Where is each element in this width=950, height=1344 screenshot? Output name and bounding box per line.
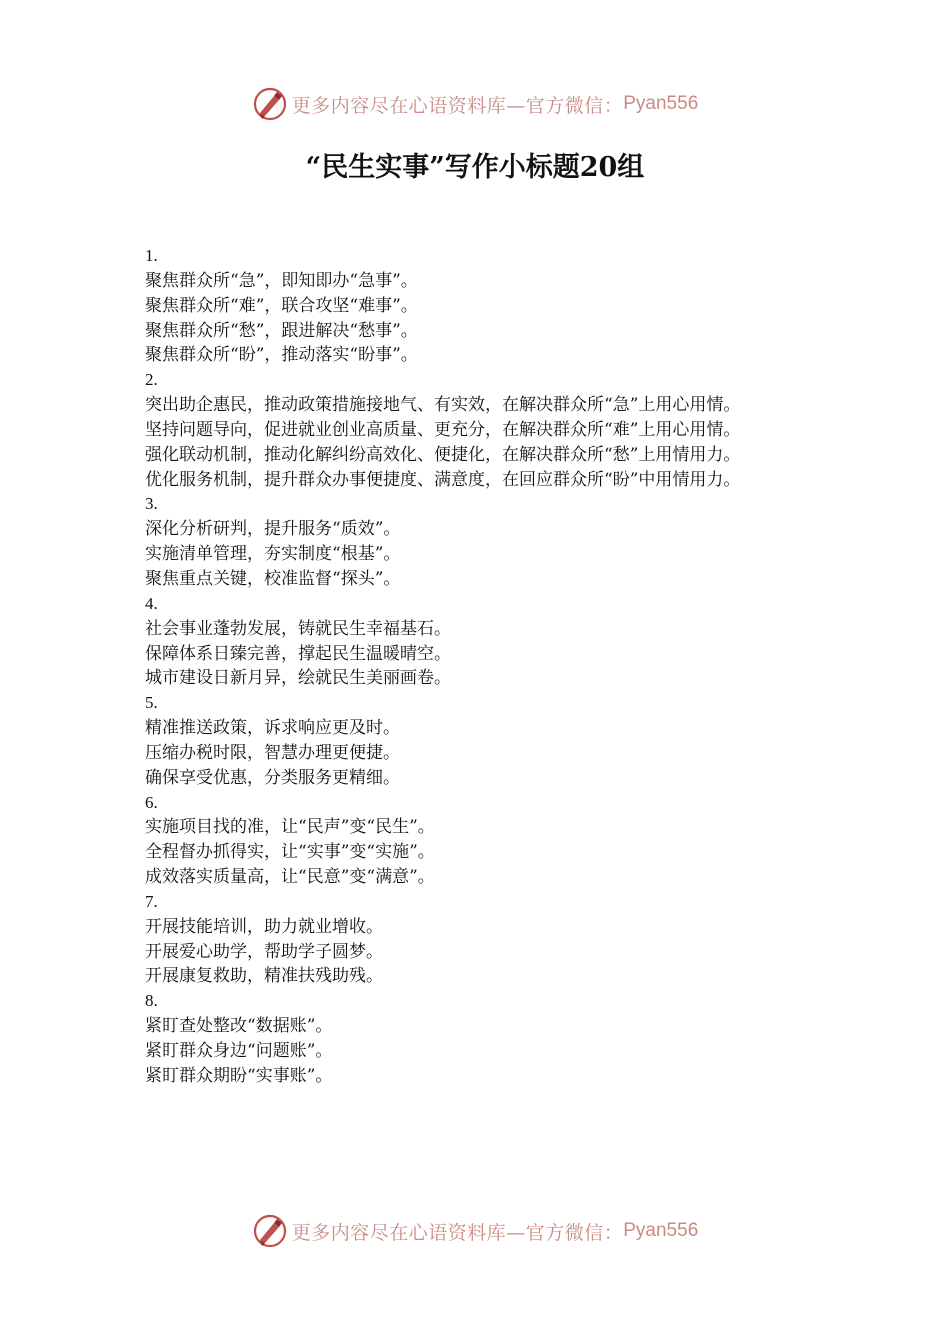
header-wechat-id: Pyan556 <box>623 93 699 114</box>
pen-logo-icon <box>252 86 288 122</box>
list-item: 深化分析研判，提升服务“质效”。 <box>145 519 401 540</box>
list-item: 紧盯查处整改“数据账”。 <box>145 1016 333 1037</box>
group-number: 5. <box>145 693 158 713</box>
list-item: 城市建设日新月异，绘就民生美丽画卷。 <box>145 668 451 689</box>
footer-wechat-id: Pyan556 <box>623 1220 699 1241</box>
list-item: 压缩办税时限，智慧办理更便捷。 <box>145 742 400 763</box>
page-title: “民生实事”写作小标题20组 <box>305 152 645 183</box>
pen-logo-icon <box>252 1213 288 1249</box>
document-body <box>145 244 809 1089</box>
group-number: 2. <box>145 370 158 390</box>
list-item: 聚焦群众所“盼”，推动落实“盼事”。 <box>145 345 418 366</box>
list-item: 精准推送政策，诉求响应更及时。 <box>145 718 400 739</box>
list-item: 紧盯群众期盼“实事账”。 <box>145 1065 333 1086</box>
group-number: 1. <box>145 246 158 265</box>
group-number: 3. <box>145 494 158 514</box>
list-item: 强化联动机制，推动化解纠纷高效化、便捷化，在解决群众所“愁”上用情用力。 <box>145 444 741 465</box>
list-item: 聚焦群众所“愁”，跟进解决“愁事”。 <box>145 320 418 341</box>
list-item: 聚焦群众所“急”，即知即办“急事”。 <box>145 270 418 291</box>
group-number: 8. <box>145 991 158 1011</box>
list-item: 坚持问题导向，促进就业创业高质量、更充分，在解决群众所“难”上用心用情。 <box>145 419 741 440</box>
group-number: 6. <box>145 792 158 812</box>
group-number: 4. <box>145 593 158 613</box>
header-banner <box>0 82 950 126</box>
group-number: 7. <box>145 891 158 911</box>
footer-slogan: 更多内容尽在心语资料库—官方微信： <box>291 1221 624 1244</box>
list-item: 社会事业蓬勃发展，铸就民生幸福基石。 <box>145 618 451 639</box>
list-item: 聚焦重点关键，校准监督“探头”。 <box>145 568 401 589</box>
list-item: 突出助企惠民，推动政策措施接地气、有实效，在解决群众所“急”上用心用情。 <box>145 395 741 416</box>
list-item: 实施项目找的准，让“民声”变“民生”。 <box>145 817 435 838</box>
list-item: 实施清单管理，夯实制度“根基”。 <box>145 544 401 565</box>
list-item: 紧盯群众身边“问题账”。 <box>145 1041 333 1061</box>
list-item: 开展爱心助学，帮助学子圆梦。 <box>145 941 383 962</box>
list-item: 成效落实质量高，让“民意”变“满意”。 <box>145 867 435 888</box>
list-item: 开展康复救助，精准扶残助残。 <box>145 966 383 987</box>
list-item: 聚焦群众所“难”，联合攻坚“难事”。 <box>145 295 418 316</box>
list-item: 确保享受优惠，分类服务更精细。 <box>145 767 400 788</box>
list-item: 优化服务机制，提升群众办事便捷度、满意度，在回应群众所“盼”中用情用力。 <box>145 469 741 490</box>
header-slogan: 更多内容尽在心语资料库—官方微信： <box>291 94 624 117</box>
list-item: 保障体系日臻完善，撑起民生温暖晴空。 <box>145 643 451 664</box>
list-item: 开展技能培训，助力就业增收。 <box>145 916 383 937</box>
list-item: 全程督办抓得实，让“实事”变“实施”。 <box>145 842 435 863</box>
footer-banner <box>0 1209 950 1253</box>
